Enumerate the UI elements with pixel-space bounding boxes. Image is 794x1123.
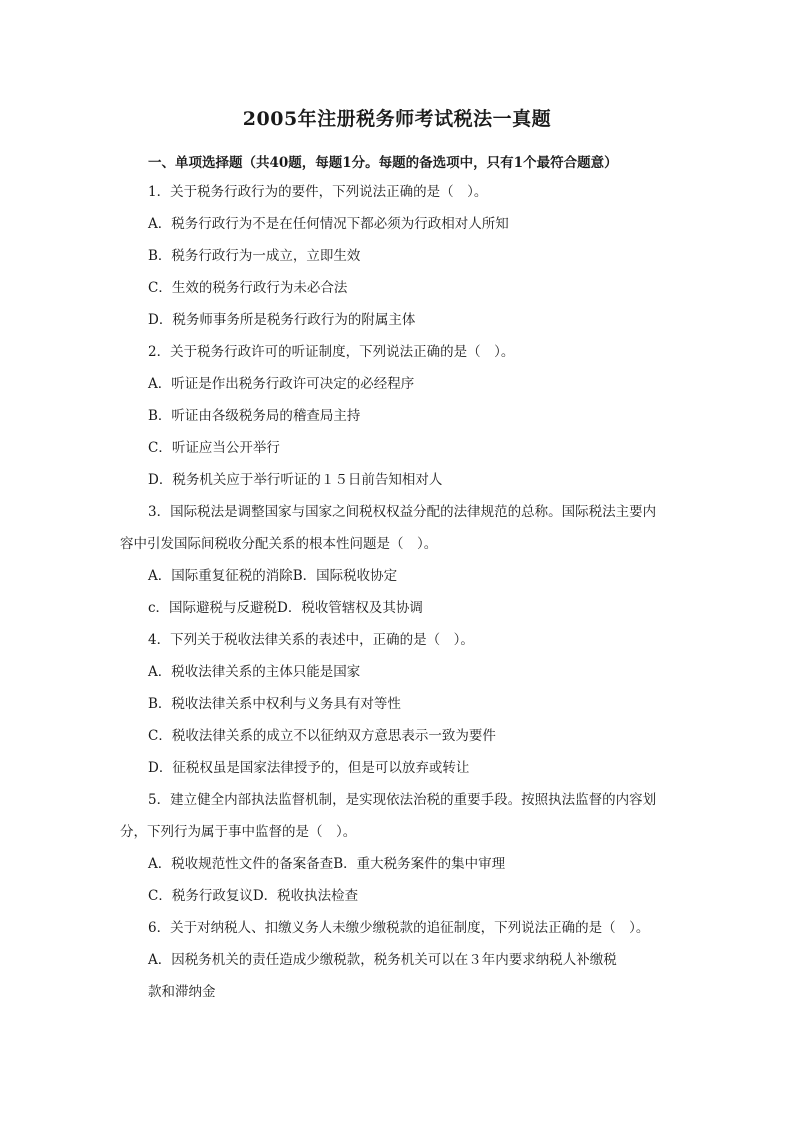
q6-option-a-continued: 款和滞纳金	[148, 984, 216, 1000]
q4-option-d: D．征税权虽是国家法律授予的，但是可以放弃或转让	[148, 760, 470, 776]
q1-option-d: D．税务师事务所是税务行政行为的附属主体	[148, 312, 416, 328]
q3-options-ab: A．国际重复征税的消除B．国际税收协定	[148, 568, 398, 584]
q1-option-b: B．税务行政行为一成立，立即生效	[148, 248, 361, 264]
q2-option-c: C．听证应当公开举行	[148, 440, 280, 456]
q6-option-a: A．因税务机关的责任造成少缴税款，税务机关可以在３年内要求纳税人补缴税	[148, 952, 617, 968]
q2-option-d: D．税务机关应于举行听证的１５日前告知相对人	[148, 472, 443, 488]
q4-option-b: B．税收法律关系中权利与义务具有对等性	[148, 696, 401, 712]
question-6: 6．关于对纳税人、扣缴义务人未缴少缴税款的追征制度，下列说法正确的是（ ）。	[148, 920, 650, 936]
question-3: 3．国际税法是调整国家与国家之间税权权益分配的法律规范的总称。国际税法主要内	[148, 504, 657, 520]
section-heading: 一、单项选择题（共40题，每题1分。每题的备选项中，只有1个最符合题意）	[148, 155, 618, 171]
question-2: 2．关于税务行政许可的听证制度，下列说法正确的是（ ）。	[148, 344, 515, 360]
question-5: 5．建立健全内部执法监督机制，是实现依法治税的重要手段。按照执法监督的内容划	[148, 792, 657, 808]
q5-options-cd: C．税务行政复议D．税收执法检查	[148, 888, 359, 904]
q5-options-ab: A．税收规范性文件的备案备查B．重大税务案件的集中审理	[148, 856, 506, 872]
q4-option-c: C．税收法律关系的成立不以征纳双方意思表示一致为要件	[148, 728, 496, 744]
q2-option-a: A．听证是作出税务行政许可决定的必经程序	[148, 376, 415, 392]
document-title: 2005年注册税务师考试税法一真题	[242, 108, 552, 130]
question-4: 4．下列关于税收法律关系的表述中，正确的是（ ）。	[148, 632, 474, 648]
question-1: 1．关于税务行政行为的要件，下列说法正确的是（ ）。	[148, 184, 488, 200]
q1-option-c: C．生效的税务行政行为未必合法	[148, 280, 348, 296]
q2-option-b: B．听证由各级税务局的稽查局主持	[148, 408, 361, 424]
q3-options-cd: c．国际避税与反避税D．税收管辖权及其协调	[148, 600, 423, 616]
q1-option-a: A．税务行政行为不是在任何情况下都必须为行政相对人所知	[148, 216, 509, 232]
question-5-continued: 分，下列行为属于事中监督的是（ ）。	[120, 824, 357, 840]
question-3-continued: 容中引发国际间税收分配关系的根本性问题是（ ）。	[120, 536, 438, 552]
q4-option-a: A．税收法律关系的主体只能是国家	[148, 664, 361, 680]
